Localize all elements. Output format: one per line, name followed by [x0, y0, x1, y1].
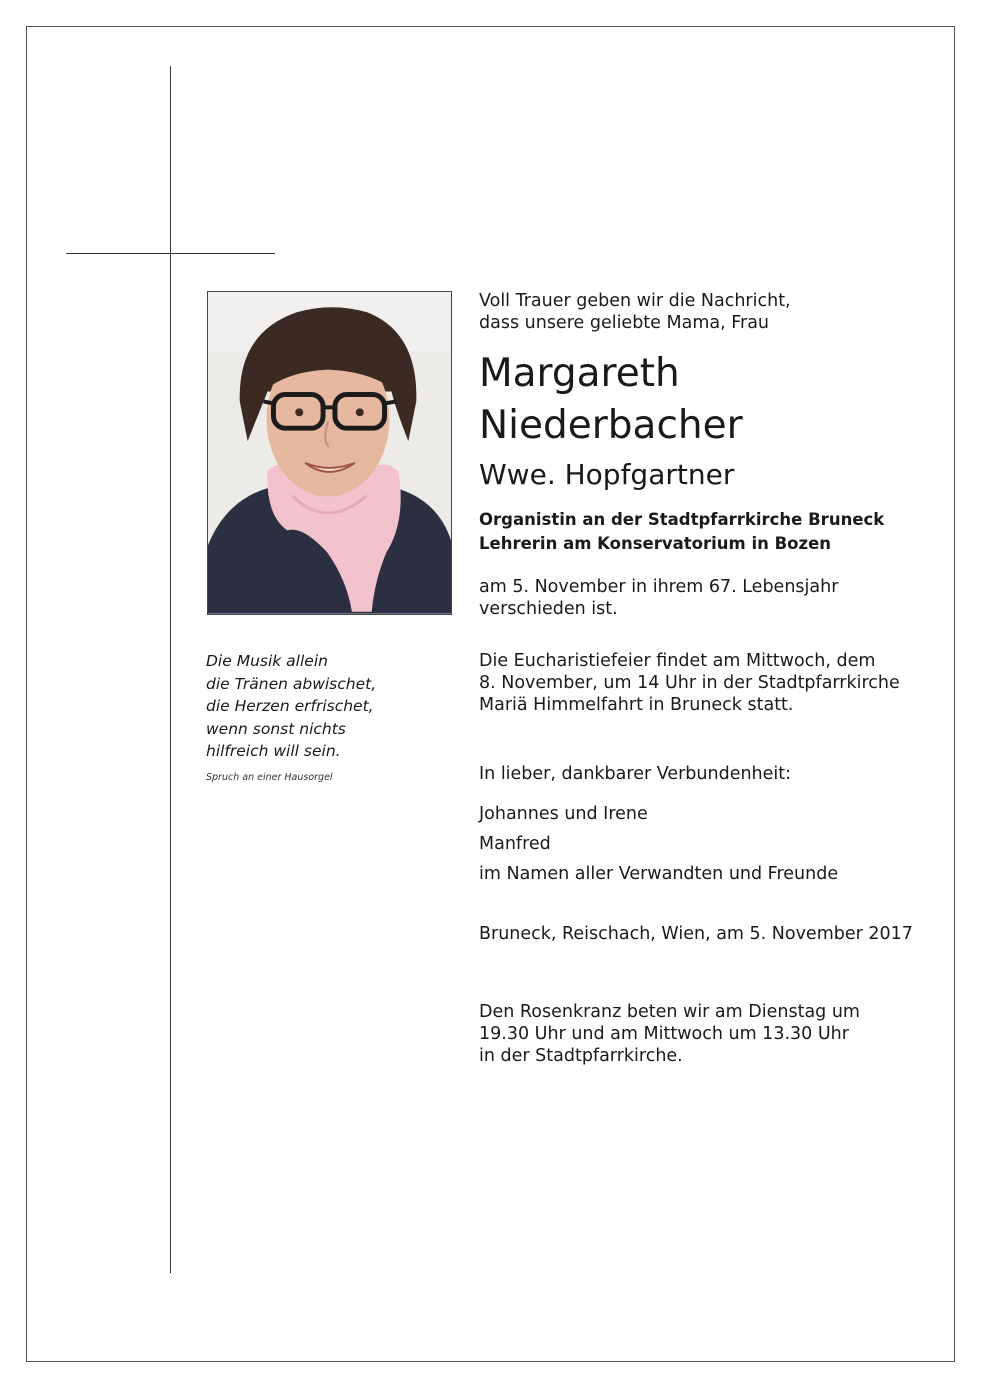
deceased-last-name: Niederbacher — [479, 403, 743, 448]
mass-line: Die Eucharistiefeier findet am Mittwoch, dem — [479, 651, 876, 671]
mass-notice — [479, 650, 900, 716]
family-member: im Namen aller Verwandten und Freunde — [479, 864, 839, 884]
quote-line: Die Musik allein — [206, 652, 328, 670]
rosary-line: 19.30 Uhr und am Mittwoch um 13.30 Uhr — [479, 1024, 849, 1044]
family-member: Johannes und Irene — [479, 804, 648, 824]
mass-line: Mariä Himmelfahrt in Bruneck statt. — [479, 695, 794, 715]
rosary-notice — [479, 1001, 860, 1067]
cross-icon-vertical-bar — [170, 66, 171, 1273]
death-line: verschieden ist. — [479, 599, 618, 619]
portrait-photo — [207, 291, 452, 615]
family-member: Manfred — [479, 834, 551, 854]
quote-source: Spruch an einer Hausorgel — [206, 772, 333, 783]
quote-line: hilfreich will sein. — [206, 742, 341, 760]
cross-icon-horizontal-bar — [66, 253, 275, 254]
roles-text — [479, 508, 884, 556]
intro-text — [479, 290, 791, 334]
widow-of: Wwe. Hopfgartner — [479, 458, 735, 491]
mass-line: 8. November, um 14 Uhr in der Stadtpfarrkirche — [479, 673, 900, 693]
quote-line: die Herzen erfrischet, — [206, 697, 374, 715]
quote-line: die Tränen abwischet, — [206, 674, 377, 693]
death-notice — [479, 576, 838, 620]
death-line: am 5. November in ihrem 67. Lebensjahr — [479, 577, 839, 597]
intro-line: Voll Trauer geben wir die Nachricht, — [479, 291, 791, 311]
memorial-quote — [206, 650, 446, 763]
intro-line: dass unsere geliebte Mama, Frau — [479, 313, 770, 333]
rosary-line: in der Stadtpfarrkirche. — [479, 1046, 683, 1066]
quote-line: wenn sonst nichts — [206, 719, 346, 738]
role-line: Lehrerin am Konservatorium in Bozen — [479, 534, 832, 553]
role-line: Organistin an der Stadtpfarrkirche Bruneck — [479, 510, 885, 529]
deceased-first-name: Margareth — [479, 351, 680, 396]
rosary-line: Den Rosenkranz beten wir am Dienstag um — [479, 1002, 860, 1022]
place-date: Bruneck, Reischach, Wien, am 5. November 2017 — [479, 924, 913, 944]
bond-text: In lieber, dankbarer Verbundenheit: — [479, 764, 792, 784]
